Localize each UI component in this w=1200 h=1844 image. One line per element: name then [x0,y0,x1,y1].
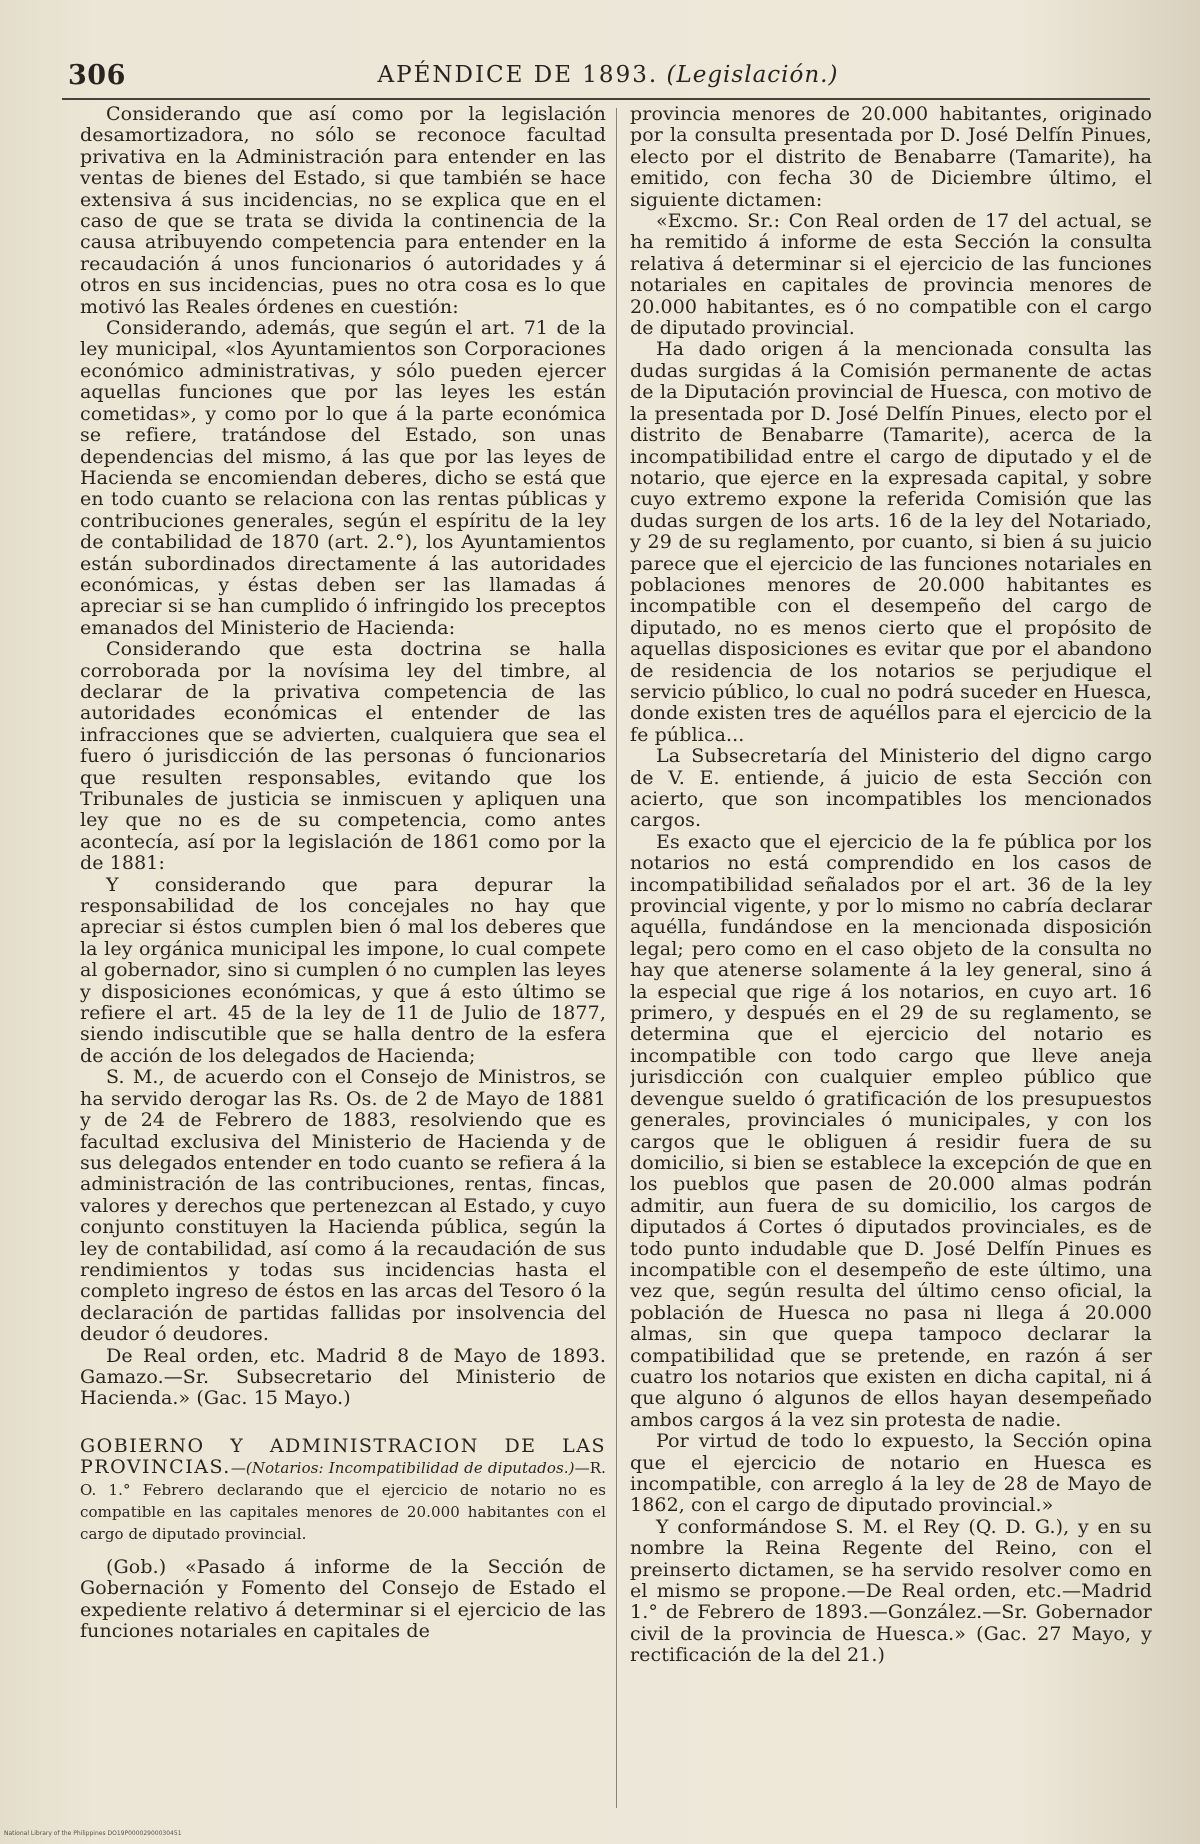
running-title-lead: APÉNDICE DE 1893. [377,62,659,88]
paragraph: provincia menores de 20.000 habitantes, originado por la consulta presentada por D. José Delfín Pinues, electo por el distrito de Benabarre (Tamarite), ha emitido, con fecha 30 de Diciembre último, el siguiente dictamen: [630,104,1152,211]
running-title-italic: (Legislación.) [666,62,839,88]
page-number: 306 [68,60,126,91]
paragraph: S. M., de acuerdo con el Consejo de Ministros, se ha servido derogar las Rs. Os. de 2 de Mayo de 1881 y de 24 de Febrero de 1883, resolviendo que es facultad exclusiva del Ministerio de Hacienda y de sus delegados entender en todo cuanto se refiera á la administración de las contribuciones, rentas, fincas, valores y derechos que pertenezcan al Estado, y cuyo conjunto constituyen la Hacienda pública, según la ley de contabilidad, así como á la recaudación de sus rendimientos y todas sus incidencias hasta el completo ingreso de éstos en las arcas del Tesoro ó la declaración de partidas fallidas por insolvencia del deudor ó deudores. [80,1066,606,1346]
section-reference: —R. O. 1.° Febrero [80,1458,606,1499]
header-rule [62,98,1150,100]
right-column [630,104,1152,1824]
paragraph: Considerando que esta doctrina se halla corroborada por la novísima ley del timbre, al declarar de la privativa competencia de las autoridades económicas el entender de las infracciones que se advierten, cualquiera que sea el fuero ó jurisdicción de las personas ó funcionarios que resulten responsables, evitando que los Tribunales de justicia se inmiscuen y apliquen una ley que no es de su competencia, como antes acontecía, así por la legislación de 1861 como por la de 1881: [80,638,606,875]
page-header [68,60,1148,100]
left-column [80,104,606,1824]
column-divider [616,108,617,1808]
paragraph: Y considerando que para depurar la responsabilidad de los concejales no hay que apreciar si éstos cumplen bien ó mal los deberes que la ley orgánica municipal les impone, lo cual compete al gobernador, sino si cumplen ó no cumplen las leyes y disposiciones económicas, y que á esto último se refiere el art. 45 de la ley de 11 de Julio de 1877, siendo indiscutible que se halla dentro de la esfera de acción de los delegados de Hacienda; [80,873,606,1067]
paragraph: Y conformándose S. M. el Rey (Q. D. G.), y en su nombre la Reina Regente del Reino, con el preinserto dictamen, se ha servido resolver como en el mismo se propone.—De Real orden, etc.—Madrid 1.° de Febrero de 1893.—González.—Sr. Gobernador civil de la provincia de Huesca.» (Gac. 27 Mayo, y rectificación de la del 21.) [630,1515,1152,1667]
paragraph: (Gob.) «Pasado á informe de la Sección de Gobernación y Fomento del Consejo de Estado el expediente relativo á determinar si el ejercicio de las funciones notariales en capitales de [80,1555,606,1642]
paragraph: De Real orden, etc. Madrid 8 de Mayo de 1893. Gamazo.—Sr. Subsecretario del Ministerio de Hacienda.» (Gac. 15 Mayo.) [80,1344,606,1410]
section-subheading: —(Notarios: Incompatibilidad de diputados.) [230,1458,575,1477]
paragraph: Considerando que así como por la legislación desamortizadora, no sólo se reconoce facultad privativa en la Administración para entender en las ventas de bienes del Estado, si que también se hace extensiva á sus incidencias, no se explica que en el caso de que se trata se divida la continencia de la causa atribuyendo competencia para entender en la recaudación á unos funcionarios ó autoridades y á otros en sus incidencias, pues no otra cosa es lo que motivó las Reales órdenes en cuestión: [80,104,606,318]
section-title: GOBIERNO Y ADMINISTRACION DE LAS PROVINCIAS. [80,1434,606,1478]
paragraph: Es exacto que el ejercicio de la fe pública por los notarios no está comprendido en los casos de incompatibilidad señalados por el art. 36 de la ley provincial vigente, y por lo mismo no cabría declarar aquélla, fundándose en la mencionada disposición legal; pero como en el caso objeto de la consulta no hay que atenerse solamente á la ley general, sino á la especial que rige á los notarios, en cuyo art. 16 primero, y después en el 29 de su reglamento, se determina que el ejercicio del notario es incompatible con todo cargo que lleve aneja jurisdicción con cualquier empleo público que devengue sueldo ó gratificación de los presupuestos generales, provinciales ó municipales, y con los cargos que le obliguen á residir fuera de su domicilio, si bien se establece la excepción de que en los pueblos que pasen de 20.000 almas podrán admitir, aun fuera de su domicilio, los cargos de diputados á Cortes ó diputados provinciales, es de todo punto indudable que D. José Delfín Pinues es incompatible con el desempeño de este último, una vez que, según resulta del último censo oficial, la población de Huesca no pasa ni llega á 20.000 almas, sin que quepa tampoco declarar la compatibilidad que se pretende, en razón á ser cuatro los notarios que existen en dicha capital, ni á que alguno ó algunos de ellos hayan desempeñado ambos cargos á la vez sin protesta de nadie. [630,830,1152,1431]
paragraph: Por virtud de todo lo expuesto, la Sección opina que el ejercicio de notario en Huesca es incompatible, con arreglo á la ley de 28 de Mayo de 1862, con el cargo de diputado provincial.» [630,1430,1152,1517]
paragraph: Considerando, además, que según el art. 71 de la ley municipal, «los Ayuntamientos son Corporaciones económico administrativas, y sólo pueden ejercer aquellas funciones que por las leyes les están cometidas», y como por lo que á la parte económica se refiere, tratándose del Estado, son unas dependencias del mismo, á las que por las leyes de Hacienda se encomiendan deberes, dicho se está que en todo cuanto se relaciona con las rentas públicas y contribuciones generales, según el espíritu de la ley de contabilidad de 1870 (art. 2.°), los Ayuntamientos están subordinados directamente á las autoridades económicas, y éstas deben ser las llamadas á apreciar si se han cumplido ó infringido los preceptos emanados del Ministerio de Hacienda: [80,317,606,639]
section-summary: declarando que el ejercicio de notario no es compatible en las capitales menores de 20.000 habitantes con el cargo de diputado provincial. [80,1480,606,1543]
section-heading [80,1436,606,1545]
paragraph: Ha dado origen á la mencionada consulta las dudas surgidas á la Comisión permanente de actas de la Diputación provincial de Huesca, con motivo de la presentada por D. José Delfín Pinues, electo por el distrito de Benabarre (Tamarite), acerca de la incompatibilidad entre el cargo de diputado y el de notario, que ejerce en la expresada capital, y sobre cuyo extremo expone la referida Comisión que las dudas surgen de los arts. 16 de la ley del Notariado, y 29 de su reglamento, por cuanto, si bien á su juicio parece que el ejercicio de las funciones notariales en poblaciones menores de 20.000 habitantes es incompatible con el desempeño del cargo de diputado, no es menos cierto que el propósito de aquellas disposiciones es evitar que por el abandono de residencia de los notarios se perjudique el servicio público, lo cual no podrá suceder en Huesca, donde existen tres de aquéllos para el ejercicio de la fe pública... [630,338,1152,746]
paragraph: La Subsecretaría del Ministerio del digno cargo de V. E. entiende, á juicio de esta Sección con acierto, que son incompatibles los mencionados cargos. [630,745,1152,832]
scan-credit: National Library of the Philippines DO19P00002900030451 [4,1830,182,1837]
running-title [68,62,1148,88]
paragraph: «Excmo. Sr.: Con Real orden de 17 del actual, se ha remitido á informe de esta Sección la consulta relativa á determinar si el ejercicio de las funciones notariales en capitales de provincia menores de 20.000 habitantes, es ó no compatible con el cargo de diputado provincial. [630,210,1152,340]
